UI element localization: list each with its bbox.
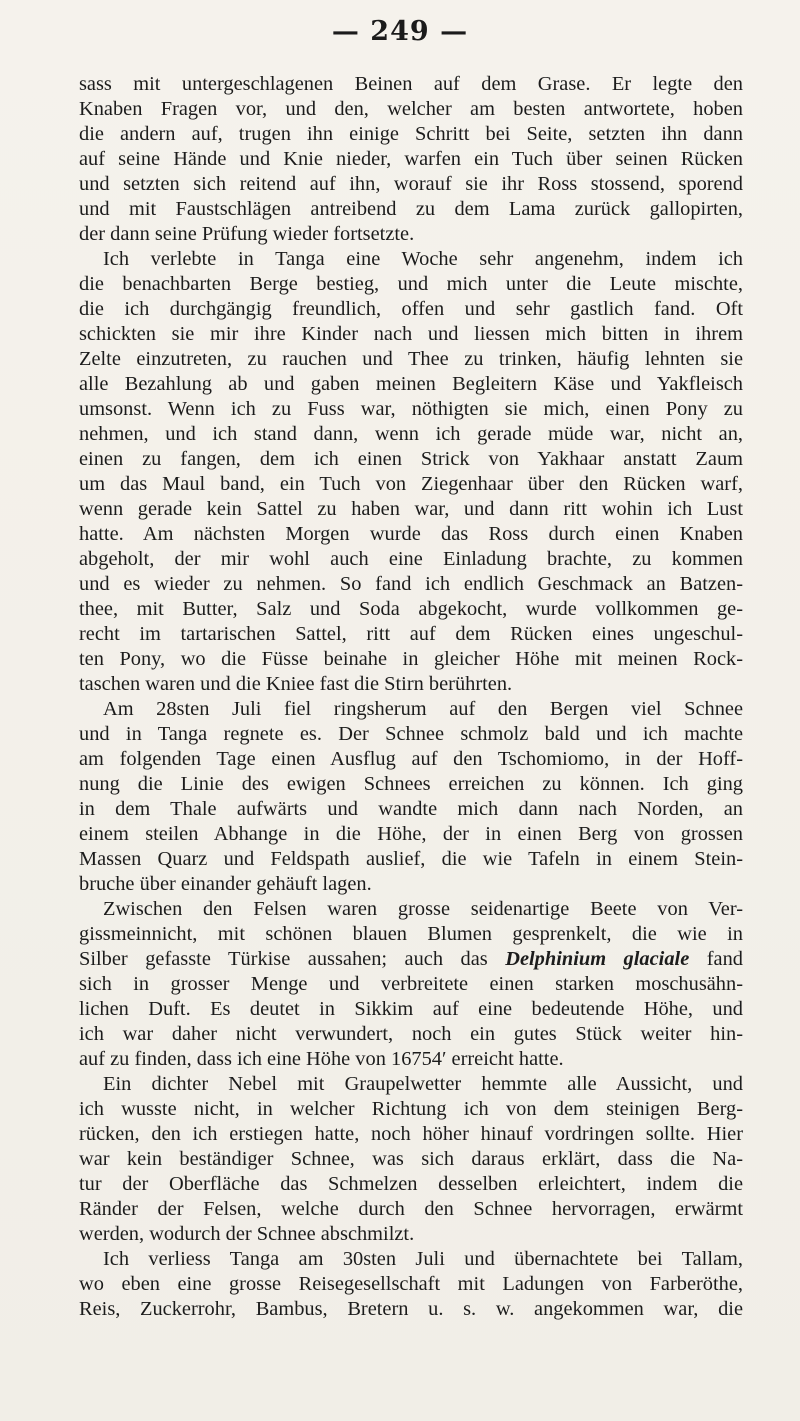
text-line: auf zu finden, dass ich eine Höhe von 16754′ erreicht hatte. <box>79 1048 564 1070</box>
text-line: der dann seine Prüfung wieder fortsetzte. <box>79 223 415 245</box>
text-line: auf seine Hände und Knie nieder, warfen ein Tuch über seinen Rücken <box>79 148 743 170</box>
text-line: alle Bezahlung ab und gaben meinen Begleitern Käse und Yakfleisch <box>79 373 743 395</box>
text-line: sass mit untergeschlagenen Beinen auf dem Grase. Er legte den <box>79 73 743 95</box>
text-line: umsonst. Wenn ich zu Fuss war, nöthigten sie mich, einen Pony zu <box>79 398 743 420</box>
text-line: um das Maul band, ein Tuch von Ziegenhaar über den Rücken warf, <box>79 473 743 495</box>
text-line: die andern auf, trugen ihn einige Schritt bei Seite, setzten ihn dann <box>79 123 743 145</box>
text-line: nehmen, und ich stand dann, wenn ich gerade müde war, nicht an, <box>79 423 743 445</box>
text-line: die benachbarten Berge bestieg, und mich unter die Leute mischte, <box>79 273 743 295</box>
text-line: und in Tanga regnete es. Der Schnee schmolz bald und ich machte <box>79 723 743 745</box>
body-text <box>79 72 743 1322</box>
text-line: und mit Faustschlägen antreibend zu dem Lama zurück gallopirten, <box>79 198 743 220</box>
text-line: thee, mit Butter, Salz und Soda abgekocht, wurde vollkommen ge- <box>79 598 743 620</box>
text-line: und setzten sich reitend auf ihn, worauf sie ihr Ross stossend, sporend <box>79 173 743 195</box>
text-line: bruche über einander gehäuft lagen. <box>79 873 372 895</box>
text-line: abgeholt, der mir wohl auch eine Einladung brachte, zu kommen <box>79 548 743 570</box>
text-line: wo eben eine grosse Reisegesellschaft mit Ladungen von Farberöthe, <box>79 1273 743 1295</box>
text-line: und es wieder zu nehmen. So fand ich endlich Geschmack an Batzen- <box>79 573 743 595</box>
text-line: Ein dichter Nebel mit Graupelwetter hemmte alle Aussicht, und <box>103 1073 743 1095</box>
text-line: Massen Quarz und Feldspath auslief, die wie Tafeln in einem Stein- <box>79 848 743 870</box>
text-line: Knaben Fragen vor, und den, welcher am besten antwortete, hoben <box>79 98 743 120</box>
text-line: einen zu fangen, dem ich einen Strick von Yakhaar anstatt Zaum <box>79 448 743 470</box>
page-number: — 249 — <box>331 16 469 47</box>
text-line: Ich verlebte in Tanga eine Woche sehr angenehm, indem ich <box>103 248 743 270</box>
text-line: recht im tartarischen Sattel, ritt auf dem Rücken eines ungeschul- <box>79 623 743 645</box>
text-line: einem steilen Abhange in die Höhe, der in einen Berg von grossen <box>79 823 743 845</box>
text-line: hatte. Am nächsten Morgen wurde das Ross durch einen Knaben <box>79 523 743 545</box>
text-line: in dem Thale aufwärts und wandte mich dann nach Norden, an <box>79 798 743 820</box>
text-line: die ich durchgängig freundlich, offen und sehr gastlich fand. Oft <box>79 298 743 320</box>
text-line: Zwischen den Felsen waren grosse seidenartige Beete von Ver- <box>103 898 743 920</box>
text-segment: fand <box>706 948 743 970</box>
text-line: gissmeinnicht, mit schönen blauen Blumen gesprenkelt, die wie in <box>79 923 743 945</box>
text-line: schickten sie mir ihre Kinder nach und liessen mich bitten in ihrem <box>79 323 743 345</box>
text-line: Ränder der Felsen, welche durch den Schnee hervorragen, erwärmt <box>79 1198 743 1220</box>
text-line: tur der Oberfläche das Schmelzen desselben erleichtert, indem die <box>79 1173 743 1195</box>
text-line: war kein beständiger Schnee, was sich daraus erklärt, dass die Na- <box>79 1148 743 1170</box>
text-line: Zelte einzutreten, zu rauchen und Thee zu trinken, häufig lehnten sie <box>79 348 743 370</box>
text-line: werden, wodurch der Schnee abschmilzt. <box>79 1223 415 1245</box>
text-line: am folgenden Tage einen Ausflug auf den Tschomiomo, in der Hoff- <box>79 748 743 770</box>
text-line: sich in grosser Menge und verbreitete einen starken moschusähn- <box>79 973 743 995</box>
species-name: Delphinium glaciale <box>505 948 690 970</box>
text-line: taschen waren und die Kniee fast die Stirn berührten. <box>79 673 513 695</box>
text-line: wenn gerade kein Sattel zu haben war, und dann ritt wohin ich Lust <box>79 498 743 520</box>
text-line: ten Pony, wo die Füsse beinahe in gleicher Höhe mit meinen Rock- <box>79 648 743 670</box>
text-line: ich wusste nicht, in welcher Richtung ich von dem steinigen Berg- <box>79 1098 743 1120</box>
text-line: rücken, den ich erstiegen hatte, noch höher hinauf vordringen sollte. Hier <box>79 1123 743 1145</box>
text-line: Am 28sten Juli fiel ringsherum auf den Bergen viel Schnee <box>103 698 743 720</box>
text-line: ich war daher nicht verwundert, noch ein gutes Stück weiter hin- <box>79 1023 743 1045</box>
text-segment: Silber gefasste Türkise aussahen; auch das <box>79 948 488 970</box>
text-line: Reis, Zuckerrohr, Bambus, Bretern u. s. w. angekommen war, die <box>79 1298 743 1320</box>
text-line <box>79 947 743 972</box>
text-line: Ich verliess Tanga am 30sten Juli und übernachtete bei Tallam, <box>103 1248 743 1270</box>
text-line: nung die Linie des ewigen Schnees erreichen zu können. Ich ging <box>79 773 743 795</box>
text-line: lichen Duft. Es deutet in Sikkim auf eine bedeutende Höhe, und <box>79 998 743 1020</box>
